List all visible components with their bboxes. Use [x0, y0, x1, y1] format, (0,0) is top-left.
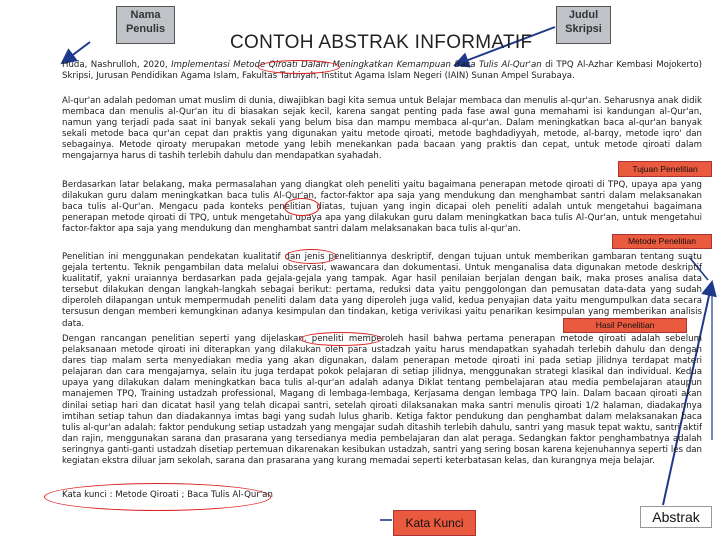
label-metode-penelitian: Metode Penelitian — [612, 234, 712, 249]
label-nama-penulis — [116, 6, 175, 44]
label-judul-skripsi-line2: Skripsi — [565, 22, 602, 35]
label-kata-kunci: Kata Kunci — [393, 510, 476, 536]
label-nama-penulis-line1: Nama — [130, 9, 161, 21]
label-tujuan-penelitian: Tujuan Penelitian — [618, 161, 712, 177]
highlight-circle-metode — [285, 249, 337, 264]
label-judul-skripsi-line1: Judul — [568, 9, 599, 21]
abstract-paragraph-1: Al-qur'an adalah pedoman umat muslim di dunia, diwajibkan bagi kita semua untuk Belajar membaca dan menulis al-qur'an. Seharusnya anak didik membaca dan menulis al-Qur'an itu di biasakan sejak kecil, karena sangat penting pada fase awal guna memahami isi kandungan al-Qur'an, namun yang terjadi pada saat ini banyak sekali yang belum bisa dan mampu membaca al-qur'an. Dalam meningkatkan baca al-qur'an banyak sekali metode baca qur'an cepat dan praktis yang digunakan yaitu metode qiroati, metode baghdadiyyah, metode, al-barqy, metode iqro' dan sebagainya. Metode qiroaty merupakan metode yang lebih menekankan pada bacaan yang praktis dan cepat, untuk metode qiroati dalam mengajarnya harus di tashih terlebih dahulu dan mendapatkan syahadah. — [62, 96, 702, 162]
citation-title: Implementasi Metode Qiroati Dalam Meningkatkan Kemampuan Baca Tulis Al-Qur'an — [171, 60, 542, 70]
abstract-paragraph-4: Dengan rancangan penelitian seperti yang dijelaskan, peneliti memperoleh hasil bahwa pertama penerapan metode qiroati adalah sebelum pelaksanaan metode qiroati ini diterapkan yang dilakukan oleh para ustadzah yaitu harus mendapatkan syahadah terlebih dahulu dan dengan dares tiap malam serta menyediakan media yang akan digunakan, dalam penerapan metode qiroati ini pada setiap jilidnya terdapat materi pelajaran dan cara mengajarnya, selain itu juga terdapat pokok pelajaran di setiap jilidnya, menggunakan strategi klasikal dan individual. Kedua upaya yang dilakukan dalam meningkatkan baca tulis al-qur'an adalah adanya Diklat tentang pembelajaran atau media pembelajaran ataupun manajemen TPQ, Training ustadzah professional, Magang di lembaga-lembaga, Kerjasama dengan lembaga TPQ lain. Dalam bacaan qiroati akan dinilai setiap hari dan dicatat hasil yang telah dicapai santri, setelah qiroati dilaksanakan maka santri menulis qiroati 1/2 halaman, diadakannya imtihan setiap tahun dan diadakannya imtas bagi yang sudah lulus gharib. Ketiga faktor pendukung dan penghambat dalam melaksanakan baca tulis al-qur'an adalah: faktor pendukung setiap ustadzah yang mengajar sudah ditashih terlebih dahulu, santri yang masuk tepat waktu, santri aktif dan rajin, menggunakan sarana dan prasarana yang tersedianya media pembelajaran dan alat peraga. Sedangkan faktor penghambatnya adalah seringnya ganti-ganti ustadzah disetiap pertemuan dikarenakan kesibukan ustadzah, santri yang sering bosan karena kejenuhannya seperti les dan kegiatan ekstra diluar jam sekolah, sarana dan prasarana yang kurang memadai seperti keterbatasan kelas, dan kurangnya meja belajar. — [62, 334, 702, 467]
keywords-line: Kata kunci : Metode Qiroati ; Baca Tulis Al-Qur'an — [62, 490, 273, 500]
label-hasil-penelitian: Hasil Penelitian — [563, 318, 687, 333]
label-abstrak: Abstrak — [640, 506, 712, 528]
citation-authors: Huda, Nashrulloh, 2020, — [62, 60, 172, 70]
highlight-circle-title — [258, 60, 340, 74]
citation — [62, 60, 702, 82]
abstract-paragraph-2: Berdasarkan latar belakang, maka permasalahan yang diangkat oleh peneliti yaitu bagaimana penerapan metode qiroati di TPQ, upaya apa yang dilakukan guru dalam meningkatkan baca tulis Al-Qur'an, factor-faktor apa saja yang mendukung dan menghambat santri dalam melaksanakan baca tulis al-Qur'an. Mengacu pada konteks penelitian diatas, tujuan yang ingin dicapai oleh peneliti adalah untuk mengetahui bagaimana penerapan metode qiroati di TPQ, untuk mengetahui upaya apa yang dilakukan guru dalam meningkatkan baca tulis Al-Qur'an, untuk mengetahui factor-faktor apa saja yang mendukung dan menghambat santri dalam melaksanakan baca tulis al-qur'an. — [62, 180, 702, 235]
label-nama-penulis-line2: Penulis — [125, 22, 166, 35]
abstract-paragraph-3: Penelitian ini menggunakan pendekatan kualitatif dan jenis penelitiannya deskriptif, dengan tujuan untuk memberikan gambaran tentang suatu gejala tertentu. Teknik pengambilan data melalui observasi, wawancara dan dokumentasi. Untuk menganalisa data digunakan metode deskriptif kualitatif, yakni uraiannya berdasarkan pada gejala-gejala yang tampak. Agar hasil penilaian berjalan dengan baik, maka proses analisa data tersebut dilakukan dengan langkah-langkah sebagai berikut: pertama, reduksi data yaitu penggolongan dan pemusatan data-data yang sudah diperoleh dilapangan untuk mempermudah peneliti dalam data yang diperoleh juga valid, kedua penyajian data yaitu mengumpulkan data secara tersusun dengan memberi kemungkinan adanya kesimpulan dan tindakan, ketiga verivikasi yaitu penarikan kesimpulan yang memberikan analisis data. — [62, 252, 702, 329]
highlight-circle-tujuan — [284, 198, 320, 216]
highlight-circle-hasil — [300, 332, 382, 346]
label-judul-skripsi — [556, 6, 611, 44]
citation-rest: di TPQ Al-Azhar Kembasi Mojokerto) Skripsi, Jurusan Pendidikan Agama Islam, Fakultas Tarbiyah, Institut Agama Islam Negeri (IAIN) Sunan Ampel Surabaya. — [62, 60, 703, 82]
page-heading: CONTOH ABSTRAK INFORMATIF — [230, 32, 533, 53]
